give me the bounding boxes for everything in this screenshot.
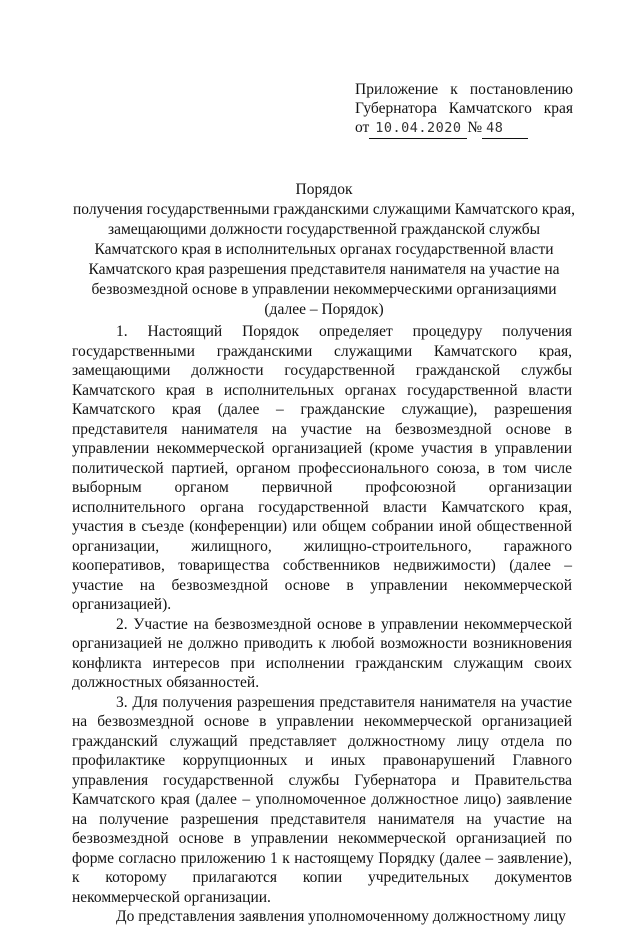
appendix-word: к bbox=[450, 81, 458, 98]
paragraph: 1. Настоящий Порядок определяет процедуру получения государственными гражданскими служащими Камчатского края, замещающими должности государственной гражданской службы Камчатского края в исполнительных органах государственной власти Камчатского края (далее – гражданские служащие), разрешения представителя нанимателя на участие на безвозмездной основе в управлении некоммерческой организацией (кроме участия в управлении политической партией, органом профессионального союза, в том числе выборным органом первичной профсоюзной организации исполнительного органа государственной власти Камчатского края, участия в съезде (конференции) или общем собрании иной общественной организации, жилищного, жилищно-строительного, гаражного кооперативов, товарищества собственников недвижимости) (далее – участие на безвозмездной основе в управлении некоммерческой организацией). bbox=[72, 323, 572, 613]
decree-date: 10.04.2020 bbox=[369, 119, 467, 139]
title-subtitle: получения государственными гражданскими служащими Камчатского края, замещающими должности государственной гражданской службы Камчатского края в исполнительных органах государственной власти Камчатского края разрешения представителя нанимателя на участие на безвозмездной основе в управлении некоммерческими организациями (далее – Порядок) bbox=[72, 201, 575, 318]
number-prefix: № bbox=[467, 119, 483, 136]
document-body bbox=[72, 322, 572, 927]
appendix-line-2 bbox=[355, 99, 573, 118]
appendix-line-1 bbox=[355, 80, 573, 99]
appendix-word: Губернатора bbox=[355, 100, 437, 117]
appendix-block bbox=[355, 80, 573, 139]
title-heading: Порядок bbox=[295, 181, 353, 198]
appendix-word: Приложение bbox=[355, 81, 439, 98]
document-title bbox=[70, 180, 578, 320]
appendix-word: Камчатского bbox=[448, 100, 532, 117]
appendix-reference-line bbox=[355, 118, 573, 139]
appendix-word: края bbox=[543, 100, 573, 117]
paragraph: До представления заявления уполномоченному должностному лицу bbox=[116, 908, 566, 925]
appendix-word: постановлению bbox=[469, 81, 573, 98]
date-prefix: от bbox=[355, 119, 370, 136]
paragraph: 2. Участие на безвозмездной основе в управлении некоммерческой организацией не должно приводить к любой возможности возникновения конфликта интересов при исполнении гражданским служащим своих должностных обязанностей. bbox=[72, 615, 572, 691]
paragraph: 3. Для получения разрешения представителя нанимателя на участие на безвозмездной основе в управлении некоммерческой организацией гражданский служащий представляет должностному лицу отдела по профилактике коррупционных и иных правонарушений Главного управления государственной службы Губернатора и Правительства Камчатского края (далее – уполномоченное должностное лицо) заявление на получение разрешения представителя нанимателя на участие на безвозмездной основе в управлении некоммерческой организацией по форме согласно приложению 1 к настоящему Порядку (далее – заявление), к которому прилагаются копии учредительных документов некоммерческой организации. bbox=[72, 693, 572, 906]
decree-number: 48 bbox=[482, 119, 528, 139]
